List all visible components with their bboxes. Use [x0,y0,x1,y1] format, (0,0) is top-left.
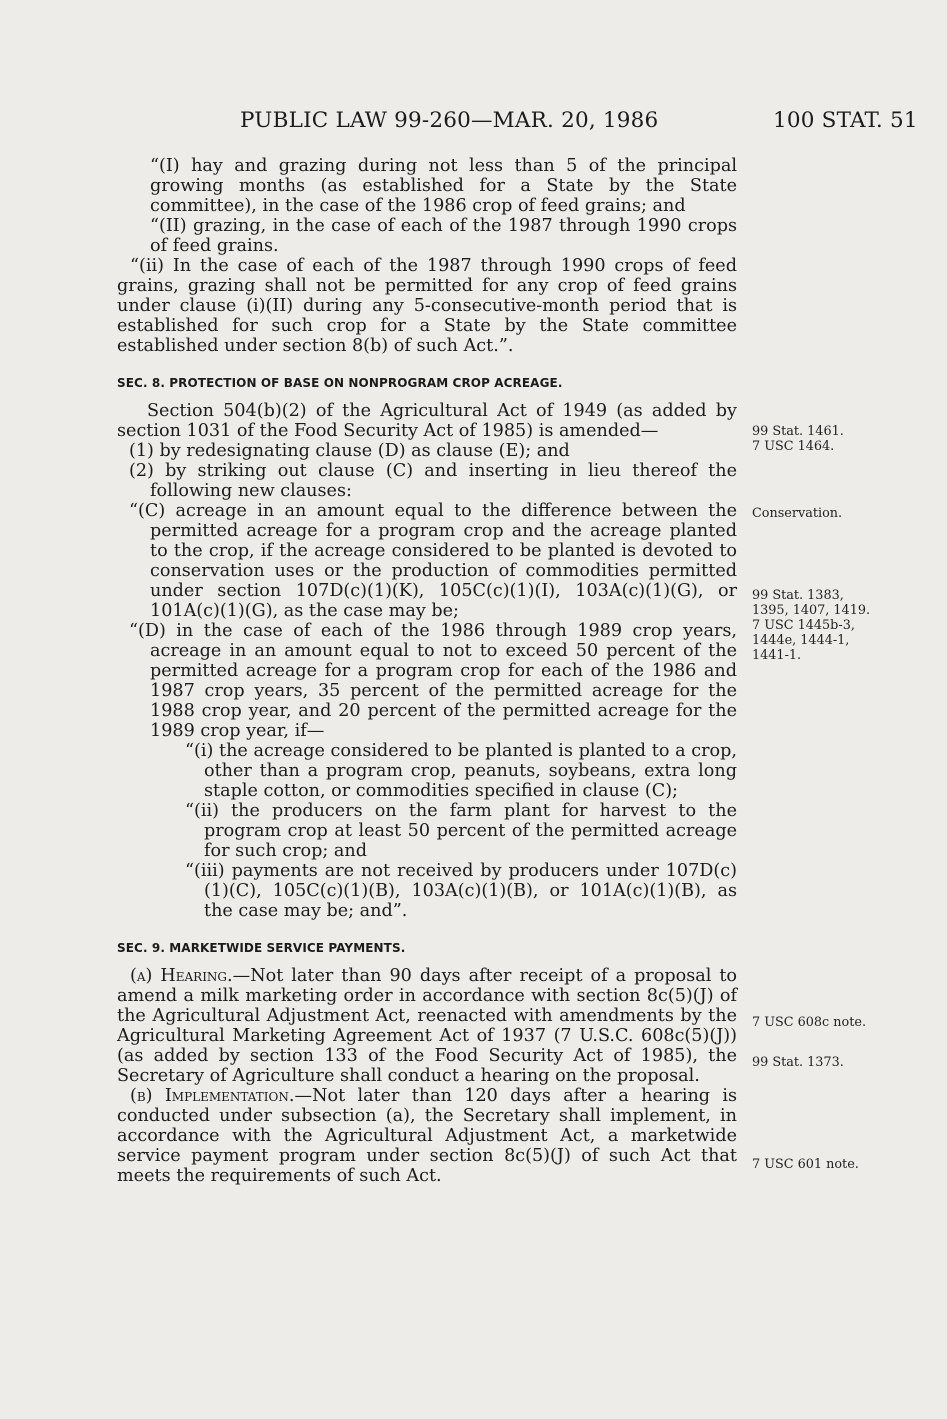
subsection-b-body: —Not later than 120 days after a hearing is conducted under subsection (a), the Secretary shall implement, in accordance with the Agricultural Adjustment Act, a marketwide service payment program under section 8c(5)(J) of such Act that meets the requirements of such Act. [117,1086,738,1186]
clause-D-ii: “(ii) the producers on the farm plant for harvest to the program crop at least 50 percent of the permitted acreage for such crop; and [185,801,737,861]
section-8-intro: Section 504(b)(2) of the Agricultural Act of 1949 (as added by section 1031 of the Food Security Act of 1985) is amended— [117,401,737,441]
margin-note-601: 7 USC 601 note. [752,1157,859,1172]
section-8-item-2: (2) by striking out clause (C) and inserting in lieu thereof the following new clauses: [129,461,737,501]
clause-D-iii: “(iii) payments are not received by producers under 107D(c)(1)(C), 105C(c)(1)(B), 103A(c)(1)(B), or 101A(c)(1)(B), as the case may be; and”. [185,861,737,921]
clause-ii: “(ii) In the case of each of the 1987 through 1990 crops of feed grains, grazing shall not be permitted for any crop of feed grains under clause (i)(II) during any 5-consecutive-month period that is established for such crop for a State by the State committee established under section 8(b) of such Act.”. [117,256,737,356]
clause-i-I: “(I) hay and grazing during not less than 5 of the principal growing months (as established for a State by the State committee), in the case of the 1986 crop of feed grains; and [150,156,737,216]
subsection-b [117,1086,737,1186]
margin-note-stat-1461: 99 Stat. 1461. 7 USC 1464. [752,424,844,454]
clause-i-II: “(II) grazing, in the case of each of the 1987 through 1990 crops of feed grains. [150,216,737,256]
margin-note-608c: 7 USC 608c note. [752,1015,867,1030]
clause-D: “(D) in the case of each of the 1986 through 1989 crop years, acreage in an amount equal to not to exceed 50 percent of the permitted acreage for a program crop for each of the 1986 and 1987 crop years, 35 percent of the permitted acreage for the 1988 crop year, and 20 percent of the permitted acreage for the 1989 crop year, if— [129,621,737,741]
subsection-a-label: (a) Hearing. [130,966,233,986]
subsection-a-body: —Not later than 90 days after receipt of a proposal to amend a milk marketing order in accordance with section 8c(5)(J) of the Agricultural Adjustment Act, reenacted with amendments by the Agricultural Marketing Agreement Act of 1937 (7 U.S.C. 608c(5)(J)) (as added by section 133 of the Food Security Act of 1985), the Secretary of Agriculture shall conduct a hearing on the proposal. [117,966,738,1086]
section-8-heading: SEC. 8. PROTECTION OF BASE ON NONPROGRAM CROP ACREAGE. [117,376,563,390]
subsection-b-label: (b) Implementation. [130,1086,295,1106]
running-header-title: PUBLIC LAW 99-260—MAR. 20, 1986 [240,108,659,133]
body-text [117,156,737,1186]
clause-D-i: “(i) the acreage considered to be planted is planted to a crop, other than a program crop, peanuts, soybeans, extra long staple cotton, or commodities specified in clause (C); [185,741,737,801]
section-8-item-1: (1) by redesignating clause (D) as clause (E); and [129,441,570,461]
margin-note-conservation: Conservation. [752,506,843,521]
page-stat-number: 100 STAT. 51 [773,108,918,133]
subsection-a [117,966,737,1086]
margin-note-stat-1383: 99 Stat. 1383, 1395, 1407, 1419. 7 USC 1445b-3, 1444e, 1444-1, 1441-1. [752,588,871,663]
margin-note-stat-1373: 99 Stat. 1373. [752,1055,844,1070]
clause-C: “(C) acreage in an amount equal to the difference between the permitted acreage for a program crop and the acreage planted to the crop, if the acreage considered to be planted is devoted to conservation uses or the production of commodities permitted under section 107D(c)(1)(K), 105C(c)(1)(I), 103A(c)(1)(G), or 101A(c)(1)(G), as the case may be; [129,501,737,621]
section-9-heading: SEC. 9. MARKETWIDE SERVICE PAYMENTS. [117,941,406,955]
